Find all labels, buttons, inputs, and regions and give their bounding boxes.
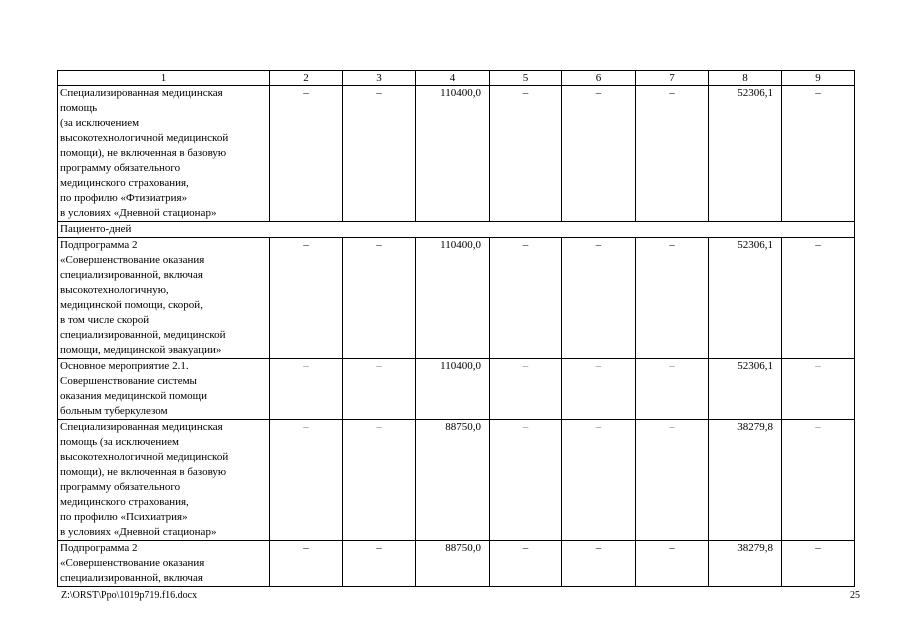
row-name-line: по профилю «Фтизиатрия» xyxy=(60,192,188,204)
cell-col8: 38279,8 xyxy=(709,420,782,541)
cell-col3: – xyxy=(343,238,416,359)
row-name-line: Специализированная медицинская xyxy=(60,421,223,433)
row-name-line: медицинского страхования, xyxy=(60,496,189,508)
cell-col7: – xyxy=(636,541,709,587)
cell-col5: – xyxy=(490,420,562,541)
cell-col9: – xyxy=(782,420,855,541)
cell-col2: – xyxy=(270,420,343,541)
row-name-line: программу обязательного xyxy=(60,481,181,493)
cell-col9: – xyxy=(782,86,855,222)
table-row xyxy=(58,86,855,222)
cell-col6: – xyxy=(562,541,636,587)
cell-col4: 110400,0 xyxy=(416,359,490,420)
cell-col4: 110400,0 xyxy=(416,86,490,222)
cell-col3: – xyxy=(343,541,416,587)
cell-col7: – xyxy=(636,86,709,222)
cell-col6: – xyxy=(562,238,636,359)
column-header: 1 xyxy=(58,71,270,86)
table-row-unit xyxy=(58,222,855,238)
cell-col8: 52306,1 xyxy=(709,359,782,420)
row-name-line: Подпрограмма 2 xyxy=(60,239,138,251)
cell-col7: – xyxy=(636,238,709,359)
cell-col5: – xyxy=(490,86,562,222)
row-name-cell xyxy=(58,86,270,222)
cell-col2: – xyxy=(270,238,343,359)
column-header: 5 xyxy=(490,71,562,86)
row-name-line: в условиях «Дневной стационар» xyxy=(60,526,217,538)
cell-col6: – xyxy=(562,359,636,420)
row-name-line: Подпрограмма 2 xyxy=(60,542,138,554)
cell-col8: 38279,8 xyxy=(709,541,782,587)
row-name-line: помощи), не включенная в базовую xyxy=(60,466,227,478)
column-header: 4 xyxy=(416,71,490,86)
cell-col7: – xyxy=(636,359,709,420)
column-header: 9 xyxy=(782,71,855,86)
row-name-line: в условиях «Дневной стационар» xyxy=(60,207,217,219)
row-name-line: высокотехнологичной медицинской xyxy=(60,451,229,463)
cell-col6: – xyxy=(562,86,636,222)
cell-col3: – xyxy=(343,86,416,222)
cell-col9: – xyxy=(782,541,855,587)
row-name-line: оказания медицинской помощи xyxy=(60,390,208,402)
row-name-line: Основное мероприятие 2.1. xyxy=(60,360,189,372)
row-name-line: высокотехнологичной медицинской xyxy=(60,132,229,144)
row-name-line: больным туберкулезом xyxy=(60,405,168,417)
cell-col4: 110400,0 xyxy=(416,238,490,359)
row-name-line: по профилю «Психиатрия» xyxy=(60,511,188,523)
cell-col5: – xyxy=(490,238,562,359)
row-name-line: «Совершенствование оказания xyxy=(60,254,205,266)
cell-col2: – xyxy=(270,86,343,222)
row-name-cell xyxy=(58,420,270,541)
row-name-line: высокотехнологичную, xyxy=(60,284,169,296)
cell-col9: – xyxy=(782,359,855,420)
column-header: 3 xyxy=(343,71,416,86)
cell-col8: 52306,1 xyxy=(709,86,782,222)
footer-file-path: Z:\ORST\Ppo\1019p719.f16.docx xyxy=(61,590,198,601)
row-name-line: программу обязательного xyxy=(60,162,181,174)
cell-col4: 88750,0 xyxy=(416,420,490,541)
row-name-line: помощи, медицинской эвакуации» xyxy=(60,344,222,356)
cell-col3: – xyxy=(343,359,416,420)
cell-col2: – xyxy=(270,359,343,420)
cell-col4: 88750,0 xyxy=(416,541,490,587)
cell-col3: – xyxy=(343,420,416,541)
row-name-line: медицинской помощи, скорой, xyxy=(60,299,203,311)
row-name-line: специализированной, медицинской xyxy=(60,329,226,341)
table-row xyxy=(58,238,855,359)
row-name-line: помощь (за исключением xyxy=(60,436,179,448)
cell-col5: – xyxy=(490,541,562,587)
row-name-line: в том числе скорой xyxy=(60,314,150,326)
cell-col5: – xyxy=(490,359,562,420)
data-table xyxy=(57,70,855,587)
row-name-line: медицинского страхования, xyxy=(60,177,189,189)
footer-page-number: 25 xyxy=(850,590,860,601)
column-header: 7 xyxy=(636,71,709,86)
cell-col9: – xyxy=(782,238,855,359)
table-row xyxy=(58,541,855,587)
table-row xyxy=(58,359,855,420)
column-header: 8 xyxy=(709,71,782,86)
table-row xyxy=(58,420,855,541)
row-name-line: специализированной, включая xyxy=(60,572,203,584)
row-name-cell xyxy=(58,238,270,359)
row-name-line: специализированной, включая xyxy=(60,269,203,281)
column-header: 6 xyxy=(562,71,636,86)
cell-col2: – xyxy=(270,541,343,587)
cell-col7: – xyxy=(636,420,709,541)
cell-col8: 52306,1 xyxy=(709,238,782,359)
row-name-line: помощь xyxy=(60,102,98,114)
row-name-line: помощи), не включенная в базовую xyxy=(60,147,227,159)
row-name-line: «Совершенствование оказания xyxy=(60,557,205,569)
column-header: 2 xyxy=(270,71,343,86)
row-name-line: Совершенствование системы xyxy=(60,375,197,387)
unit-label: Пациенто-дней xyxy=(58,222,855,238)
row-name-line: Специализированная медицинская xyxy=(60,87,223,99)
row-name-cell xyxy=(58,359,270,420)
row-name-line: (за исключением xyxy=(60,117,140,129)
table-header-row xyxy=(58,71,855,86)
cell-col6: – xyxy=(562,420,636,541)
row-name-cell xyxy=(58,541,270,587)
